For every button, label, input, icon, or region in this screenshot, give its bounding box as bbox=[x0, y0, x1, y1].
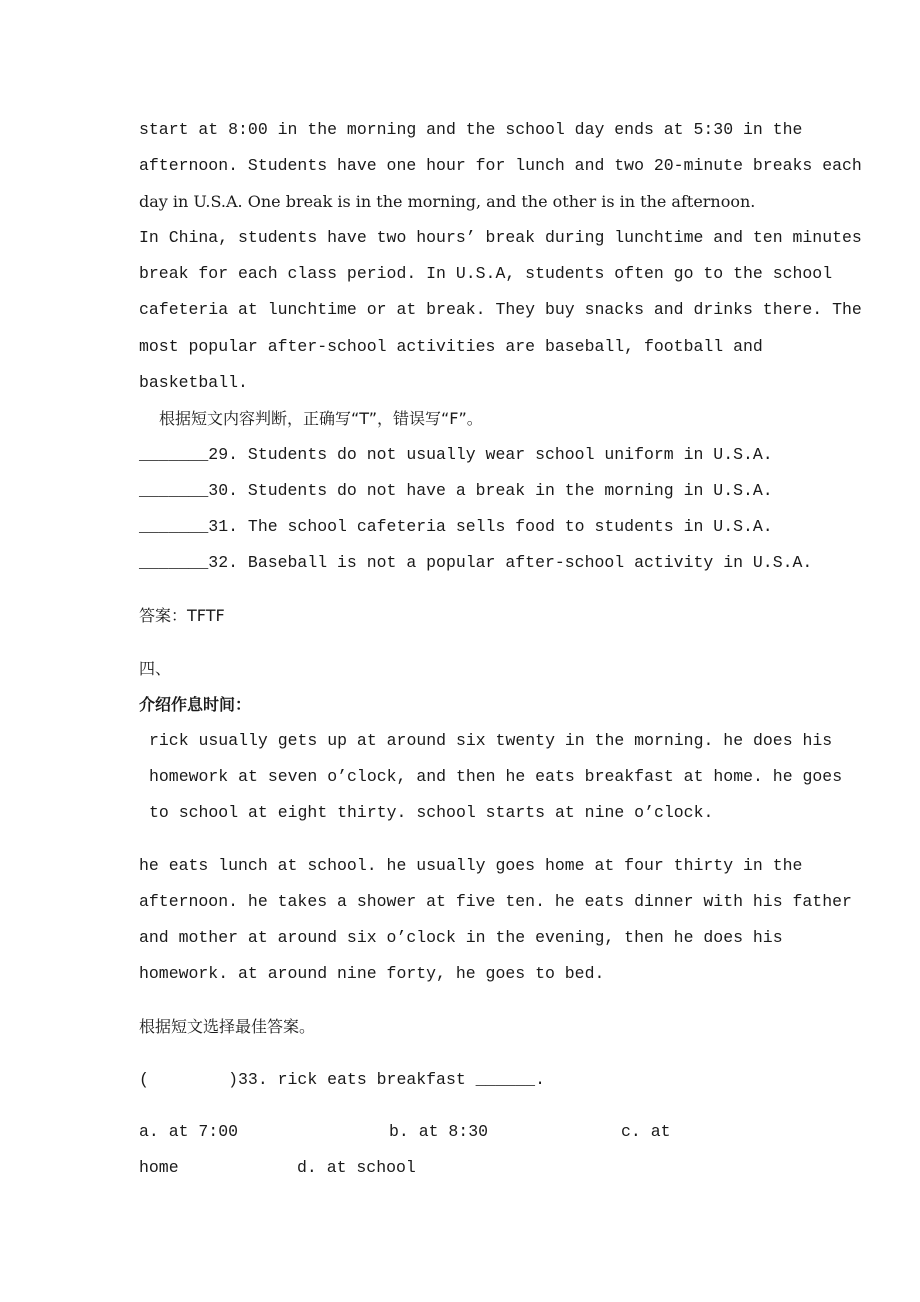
passage-line: cafeteria at lunchtime or at break. They buy snacks and drinks there. The bbox=[139, 300, 862, 319]
option-d: d. at school bbox=[297, 1158, 416, 1177]
passage-line: he eats lunch at school. he usually goes home at four thirty in the bbox=[139, 856, 803, 875]
tf-instruction: 根据短文内容判断，正确写“T”，错误写“F”。 bbox=[159, 409, 483, 428]
passage-line: afternoon. he takes a shower at five ten. he eats dinner with his father bbox=[139, 892, 852, 911]
option-a: a. at 7:00 bbox=[139, 1122, 239, 1141]
passage-line: rick usually gets up at around six twenty in the morning. he does his bbox=[149, 731, 833, 750]
passage-line: homework. at around nine forty, he goes to bed. bbox=[139, 964, 605, 983]
option-c: c. at bbox=[621, 1122, 671, 1141]
passage-line: to school at eight thirty. school starts at nine o’clock. bbox=[149, 803, 714, 822]
passage-line: homework at seven o’clock, and then he eats breakfast at home. he goes bbox=[149, 767, 843, 786]
passage-line: basketball. bbox=[139, 373, 248, 392]
tf-question-29: _______29. Students do not usually wear school uniform in U.S.A. bbox=[139, 445, 773, 464]
tf-question-32: _______32. Baseball is not a popular after-school activity in U.S.A. bbox=[139, 553, 813, 572]
choice-instruction: 根据短文选择最佳答案。 bbox=[139, 1017, 316, 1036]
option-b: b. at 8:30 bbox=[389, 1122, 489, 1141]
section-title: 介绍作息时间： bbox=[139, 695, 252, 714]
passage-line: and mother at around six o’clock in the evening, then he does his bbox=[139, 928, 783, 947]
option-c-continued: home bbox=[139, 1158, 179, 1177]
passage-line: afternoon. Students have one hour for lunch and two 20-minute breaks each bbox=[139, 156, 862, 175]
answer-key: 答案：TFTF bbox=[139, 606, 225, 625]
passage-line: most popular after-school activities are baseball, football and bbox=[139, 337, 763, 356]
tf-question-30: _______30. Students do not have a break in the morning in U.S.A. bbox=[139, 481, 773, 500]
passage-line: day in U.S.A. One break is in the morning, and the other is in the afternoon. bbox=[139, 192, 756, 211]
section-number: 四、 bbox=[139, 659, 172, 678]
passage-line: break for each class period. In U.S.A, students often go to the school bbox=[139, 264, 833, 283]
tf-question-31: _______31. The school cafeteria sells food to students in U.S.A. bbox=[139, 517, 773, 536]
passage-line: In China, students have two hours’ break during lunchtime and ten minutes bbox=[139, 228, 862, 247]
question-33: ( )33. rick eats breakfast ______. bbox=[139, 1070, 545, 1089]
passage-line: start at 8:00 in the morning and the school day ends at 5:30 in the bbox=[139, 120, 803, 139]
